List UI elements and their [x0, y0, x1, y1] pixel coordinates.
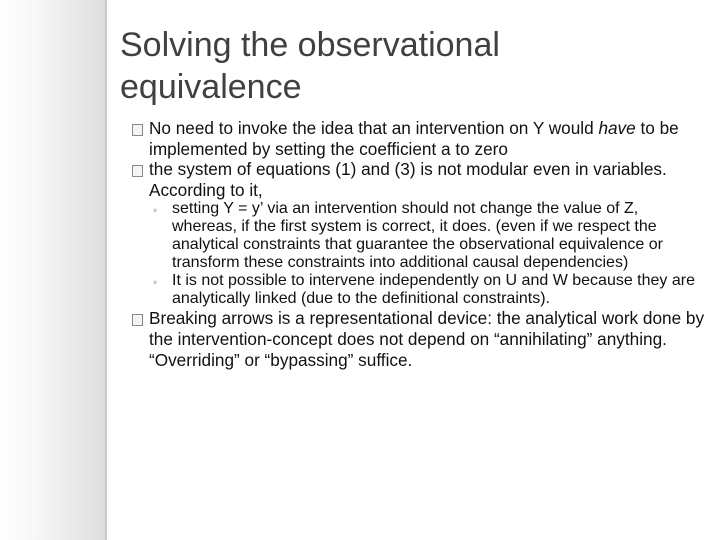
bullet-item-3 — [132, 308, 707, 370]
checkbox-icon — [132, 165, 143, 177]
bullet-text-1-pre: No need to invoke the idea that an intervention on Y would — [149, 118, 599, 138]
bullet-text-1-emphasis: have — [598, 118, 636, 138]
ring-bullet-icon: ◦ — [153, 203, 158, 218]
bullet-text-1-post: to be implemented by setting the coefficient a to zero — [149, 118, 679, 159]
sub-bullet-item-1 — [149, 200, 707, 272]
slide-content — [132, 118, 707, 370]
sub-bullet-text-1: setting Y = y’ via an intervention should not change the value of Z, whereas, if the first system is correct, it does. (even if we respect the analytical constraints that guarantee the observational equivalence or transform these constraints into additional causal dependencies) — [172, 200, 663, 272]
checkbox-icon — [132, 314, 143, 326]
slide-divider-line — [105, 0, 107, 540]
checkbox-icon — [132, 124, 143, 136]
ring-bullet-icon: ◦ — [153, 275, 158, 290]
bullet-text-2: the system of equations (1) and (3) is not modular even in variables. According to it, — [149, 159, 667, 200]
bullet-item-2 — [132, 159, 707, 200]
bullet-item-1 — [132, 118, 707, 159]
slide-accent-bar — [0, 0, 105, 540]
sub-bullet-text-2: It is not possible to intervene independently on U and W because they are analytically linked (due to the definitional constraints). — [172, 272, 695, 308]
slide-title: Solving the observational equivalence — [120, 26, 500, 106]
sub-bullet-item-2 — [149, 272, 707, 308]
bullet-text-3: Breaking arrows is a representational device: the analytical work done by the intervention-concept does not depend on “annihilating” anything. “Overriding” or “bypassing” suffice. — [149, 308, 705, 370]
